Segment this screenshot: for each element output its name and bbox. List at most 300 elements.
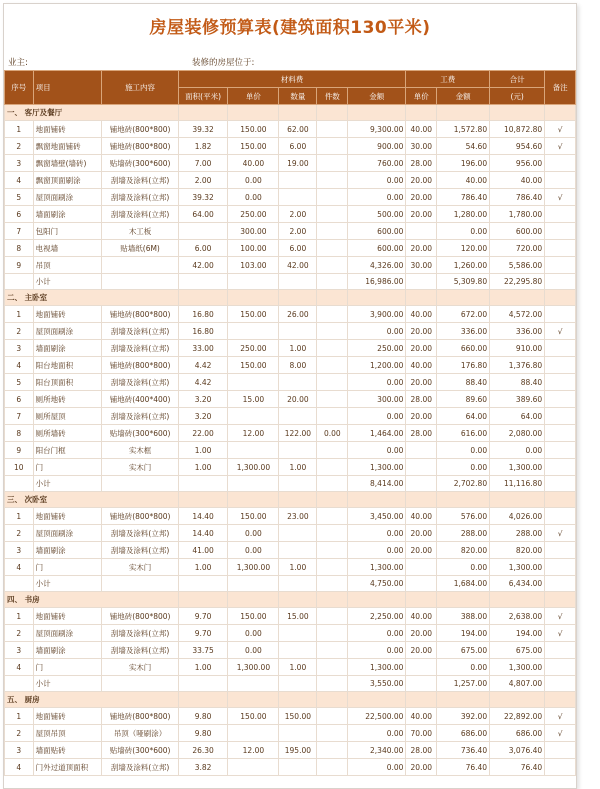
cell-note: √ xyxy=(545,323,576,340)
cell-lunit: 20.00 xyxy=(406,374,437,391)
cell-pcs xyxy=(317,206,348,223)
cell-note xyxy=(545,340,576,357)
cell-seq: 3 xyxy=(5,542,34,559)
cell-lamount: 736.40 xyxy=(437,742,490,759)
cell-amount: 0.00 xyxy=(348,642,406,659)
cell-lunit: 20.00 xyxy=(406,642,437,659)
subtotal-labor-amount: 1,257.00 xyxy=(437,676,490,692)
header-item: 项目 xyxy=(33,71,102,105)
cell-qty: 2.00 xyxy=(279,206,317,223)
table-row xyxy=(5,642,576,659)
table-row xyxy=(5,725,576,742)
section-cell xyxy=(228,290,279,306)
cell-unit: 12.00 xyxy=(228,425,279,442)
cell-lunit: 28.00 xyxy=(406,425,437,442)
cell-qty xyxy=(279,725,317,742)
cell-total: 64.00 xyxy=(490,408,545,425)
table-row xyxy=(5,223,576,240)
section-cell xyxy=(228,492,279,508)
cell-pcs xyxy=(317,391,348,408)
cell-amount: 0.00 xyxy=(348,542,406,559)
cell-qty: 150.00 xyxy=(279,708,317,725)
cell-work: 铺地砖(800*800) xyxy=(102,138,178,155)
subtotal-cell xyxy=(228,576,279,592)
table-row xyxy=(5,442,576,459)
cell-item: 厕所屋顶 xyxy=(33,408,102,425)
header-seq: 序号 xyxy=(5,71,34,105)
subtotal-row xyxy=(5,576,576,592)
section-cell xyxy=(437,692,490,708)
cell-seq: 4 xyxy=(5,559,34,576)
cell-area: 9.80 xyxy=(178,725,228,742)
cell-pcs xyxy=(317,442,348,459)
header-yuan: (元) xyxy=(490,88,545,105)
cell-total: 956.00 xyxy=(490,155,545,172)
table-row xyxy=(5,425,576,442)
header-total: 合计 xyxy=(490,71,545,88)
cell-unit: 0.00 xyxy=(228,525,279,542)
cell-note xyxy=(545,742,576,759)
subtotal-cell xyxy=(5,476,34,492)
section-row xyxy=(5,592,576,608)
cell-qty: 1.00 xyxy=(279,340,317,357)
cell-area: 16.80 xyxy=(178,306,228,323)
cell-total: 4,026.00 xyxy=(490,508,545,525)
cell-note: √ xyxy=(545,138,576,155)
subtotal-cell xyxy=(102,676,178,692)
subtotal-cell xyxy=(279,274,317,290)
cell-unit: 1,300.00 xyxy=(228,559,279,576)
cell-note: √ xyxy=(545,608,576,625)
subtotal-label: 小计 xyxy=(33,676,102,692)
cell-amount: 1,300.00 xyxy=(348,559,406,576)
subtotal-cell xyxy=(406,274,437,290)
cell-area: 3.82 xyxy=(178,759,228,776)
cell-item: 厕所墙砖 xyxy=(33,425,102,442)
subtotal-amount: 8,414.00 xyxy=(348,476,406,492)
cell-seq: 1 xyxy=(5,708,34,725)
section-cell xyxy=(490,592,545,608)
cell-item: 门 xyxy=(33,559,102,576)
cell-unit: 0.00 xyxy=(228,542,279,559)
cell-pcs xyxy=(317,189,348,206)
cell-qty: 23.00 xyxy=(279,508,317,525)
subtotal-cell xyxy=(178,676,228,692)
section-cell xyxy=(490,105,545,121)
cell-seq: 2 xyxy=(5,138,34,155)
subtotal-cell xyxy=(317,576,348,592)
section-cell xyxy=(178,592,228,608)
address-label: 装修的房屋位于: xyxy=(192,58,255,68)
cell-area: 6.00 xyxy=(178,240,228,257)
section-title: 二、 主卧室 xyxy=(5,290,179,306)
cell-seq: 2 xyxy=(5,525,34,542)
cell-unit: 103.00 xyxy=(228,257,279,274)
cell-unit: 0.00 xyxy=(228,189,279,206)
cell-lunit xyxy=(406,559,437,576)
cell-seq: 2 xyxy=(5,625,34,642)
cell-lunit: 28.00 xyxy=(406,391,437,408)
cell-lunit: 20.00 xyxy=(406,542,437,559)
cell-pcs xyxy=(317,340,348,357)
cell-amount: 0.00 xyxy=(348,408,406,425)
subtotal-cell xyxy=(228,476,279,492)
cell-pcs xyxy=(317,508,348,525)
table-row xyxy=(5,189,576,206)
cell-qty xyxy=(279,759,317,776)
cell-total: 600.00 xyxy=(490,223,545,240)
cell-work: 铺地砖(800*800) xyxy=(102,121,178,138)
section-cell xyxy=(279,692,317,708)
subtotal-label: 小计 xyxy=(33,576,102,592)
subtotal-amount: 16,986.00 xyxy=(348,274,406,290)
cell-total: 40.00 xyxy=(490,172,545,189)
sheet-title: 房屋装修预算表(建筑面积130平米) xyxy=(149,18,431,38)
cell-work: 吊顶（哑刷涂） xyxy=(102,725,178,742)
cell-seq: 1 xyxy=(5,306,34,323)
cell-lamount: 0.00 xyxy=(437,223,490,240)
cell-note xyxy=(545,459,576,476)
cell-work: 刮墙及涂料(立邦) xyxy=(102,206,178,223)
cell-qty xyxy=(279,525,317,542)
cell-qty: 195.00 xyxy=(279,742,317,759)
cell-pcs xyxy=(317,257,348,274)
cell-item: 屋顶吊顶 xyxy=(33,725,102,742)
cell-work: 实木门 xyxy=(102,659,178,676)
cell-area: 9.80 xyxy=(178,708,228,725)
cell-area: 16.80 xyxy=(178,323,228,340)
cell-unit: 15.00 xyxy=(228,391,279,408)
section-cell xyxy=(348,105,406,121)
cell-total: 288.00 xyxy=(490,525,545,542)
cell-lamount: 64.00 xyxy=(437,408,490,425)
cell-unit: 150.00 xyxy=(228,508,279,525)
cell-lamount: 40.00 xyxy=(437,172,490,189)
subtotal-cell xyxy=(279,576,317,592)
cell-area: 9.70 xyxy=(178,608,228,625)
subtotal-cell xyxy=(178,476,228,492)
table-row xyxy=(5,625,576,642)
cell-lunit: 20.00 xyxy=(406,340,437,357)
cell-unit: 1,300.00 xyxy=(228,659,279,676)
table-row xyxy=(5,759,576,776)
cell-lamount: 54.60 xyxy=(437,138,490,155)
cell-seq: 9 xyxy=(5,442,34,459)
section-title: 三、 次卧室 xyxy=(5,492,179,508)
cell-pcs xyxy=(317,121,348,138)
section-row xyxy=(5,290,576,306)
cell-unit: 300.00 xyxy=(228,223,279,240)
cell-note xyxy=(545,155,576,172)
cell-work: 贴墙砖(300*600) xyxy=(102,155,178,172)
subtotal-label: 小计 xyxy=(33,274,102,290)
section-cell xyxy=(317,290,348,306)
section-row xyxy=(5,105,576,121)
cell-lunit: 20.00 xyxy=(406,525,437,542)
cell-area: 22.00 xyxy=(178,425,228,442)
cell-area: 1.00 xyxy=(178,442,228,459)
cell-note: √ xyxy=(545,525,576,542)
cell-seq: 5 xyxy=(5,189,34,206)
cell-lamount: 1,260.00 xyxy=(437,257,490,274)
section-cell xyxy=(406,692,437,708)
section-cell xyxy=(348,592,406,608)
cell-total: 0.00 xyxy=(490,442,545,459)
subtotal-cell xyxy=(545,576,576,592)
cell-unit: 0.00 xyxy=(228,625,279,642)
cell-work: 刮墙及涂料(立邦) xyxy=(102,340,178,357)
cell-pcs xyxy=(317,155,348,172)
cell-pcs xyxy=(317,459,348,476)
cell-qty xyxy=(279,189,317,206)
cell-total: 2,638.00 xyxy=(490,608,545,625)
subtotal-label: 小计 xyxy=(33,476,102,492)
cell-amount: 9,300.00 xyxy=(348,121,406,138)
cell-area: 14.40 xyxy=(178,508,228,525)
cell-total: 10,872.80 xyxy=(490,121,545,138)
cell-seq: 1 xyxy=(5,608,34,625)
cell-lunit: 30.00 xyxy=(406,138,437,155)
subtotal-cell xyxy=(102,476,178,492)
cell-work: 木工板 xyxy=(102,223,178,240)
cell-area: 1.00 xyxy=(178,659,228,676)
cell-qty xyxy=(279,442,317,459)
cell-note xyxy=(545,306,576,323)
cell-note xyxy=(545,408,576,425)
cell-lunit: 20.00 xyxy=(406,189,437,206)
cell-seq: 4 xyxy=(5,357,34,374)
header-work: 施工内容 xyxy=(102,71,178,105)
subtotal-cell xyxy=(228,676,279,692)
section-cell xyxy=(228,592,279,608)
cell-amount: 0.00 xyxy=(348,374,406,391)
cell-pcs xyxy=(317,374,348,391)
cell-note xyxy=(545,240,576,257)
header-amount: 金额 xyxy=(348,88,406,105)
cell-area: 1.82 xyxy=(178,138,228,155)
cell-area: 3.20 xyxy=(178,408,228,425)
cell-total: 194.00 xyxy=(490,625,545,642)
cell-seq: 2 xyxy=(5,323,34,340)
cell-unit: 0.00 xyxy=(228,172,279,189)
cell-unit: 150.00 xyxy=(228,138,279,155)
cell-pcs xyxy=(317,306,348,323)
section-cell xyxy=(178,290,228,306)
cell-qty xyxy=(279,323,317,340)
cell-total: 76.40 xyxy=(490,759,545,776)
table-row xyxy=(5,374,576,391)
table-row xyxy=(5,542,576,559)
cell-note xyxy=(545,425,576,442)
cell-pcs xyxy=(317,742,348,759)
cell-amount: 3,900.00 xyxy=(348,306,406,323)
owner-label: 业主: xyxy=(8,58,28,68)
cell-work: 贴墙砖(300*600) xyxy=(102,425,178,442)
cell-amount: 600.00 xyxy=(348,223,406,240)
cell-qty: 1.00 xyxy=(279,459,317,476)
cell-amount: 1,300.00 xyxy=(348,459,406,476)
cell-amount: 0.00 xyxy=(348,172,406,189)
cell-amount: 3,450.00 xyxy=(348,508,406,525)
cell-total: 3,076.40 xyxy=(490,742,545,759)
cell-unit xyxy=(228,725,279,742)
table-row xyxy=(5,172,576,189)
table-row xyxy=(5,323,576,340)
cell-qty: 1.00 xyxy=(279,659,317,676)
cell-area: 33.00 xyxy=(178,340,228,357)
cell-total: 5,586.00 xyxy=(490,257,545,274)
cell-area: 3.20 xyxy=(178,391,228,408)
cell-item: 阳台地面积 xyxy=(33,357,102,374)
cell-work: 刮墙及涂料(立邦) xyxy=(102,374,178,391)
cell-lunit: 40.00 xyxy=(406,306,437,323)
cell-lunit: 28.00 xyxy=(406,155,437,172)
section-cell xyxy=(317,492,348,508)
cell-lunit: 40.00 xyxy=(406,121,437,138)
cell-seq: 9 xyxy=(5,257,34,274)
cell-pcs xyxy=(317,659,348,676)
section-cell xyxy=(545,692,576,708)
cell-item: 阳台顶面积 xyxy=(33,374,102,391)
section-cell xyxy=(178,692,228,708)
cell-item: 墙面刷涂 xyxy=(33,340,102,357)
cell-qty: 8.00 xyxy=(279,357,317,374)
cell-unit: 150.00 xyxy=(228,708,279,725)
cell-area: 26.30 xyxy=(178,742,228,759)
cell-seq: 2 xyxy=(5,725,34,742)
cell-lunit: 40.00 xyxy=(406,708,437,725)
cell-seq: 4 xyxy=(5,759,34,776)
subtotal-cell xyxy=(545,476,576,492)
cell-total: 1,780.00 xyxy=(490,206,545,223)
cell-qty: 6.00 xyxy=(279,138,317,155)
cell-work: 实木框 xyxy=(102,442,178,459)
cell-pcs xyxy=(317,542,348,559)
section-cell xyxy=(437,105,490,121)
table-row xyxy=(5,459,576,476)
section-cell xyxy=(545,592,576,608)
cell-total: 910.00 xyxy=(490,340,545,357)
cell-item: 墙面刷涂 xyxy=(33,206,102,223)
cell-amount: 2,340.00 xyxy=(348,742,406,759)
cell-total: 88.40 xyxy=(490,374,545,391)
section-cell xyxy=(279,105,317,121)
cell-qty: 15.00 xyxy=(279,608,317,625)
table-row xyxy=(5,742,576,759)
cell-amount: 0.00 xyxy=(348,525,406,542)
subtotal-total: 22,295.80 xyxy=(490,274,545,290)
section-cell xyxy=(317,105,348,121)
cell-lamount: 194.00 xyxy=(437,625,490,642)
cell-pcs xyxy=(317,708,348,725)
cell-pcs xyxy=(317,725,348,742)
cell-pcs: 0.00 xyxy=(317,425,348,442)
subtotal-cell xyxy=(545,676,576,692)
section-cell xyxy=(228,105,279,121)
section-cell xyxy=(545,105,576,121)
cell-amount: 0.00 xyxy=(348,323,406,340)
subtotal-amount: 3,550.00 xyxy=(348,676,406,692)
header-row-1 xyxy=(5,71,576,88)
cell-amount: 0.00 xyxy=(348,625,406,642)
cell-lamount: 196.00 xyxy=(437,155,490,172)
cell-pcs xyxy=(317,642,348,659)
cell-note xyxy=(545,442,576,459)
cell-lamount: 0.00 xyxy=(437,442,490,459)
table-row xyxy=(5,306,576,323)
header-labor-unit: 单价 xyxy=(406,88,437,105)
cell-note xyxy=(545,759,576,776)
cell-area: 41.00 xyxy=(178,542,228,559)
cell-pcs xyxy=(317,759,348,776)
cell-item: 包阳门 xyxy=(33,223,102,240)
section-cell xyxy=(406,592,437,608)
cell-pcs xyxy=(317,608,348,625)
cell-note xyxy=(545,559,576,576)
cell-unit: 0.00 xyxy=(228,642,279,659)
cell-total: 4,572.00 xyxy=(490,306,545,323)
section-cell xyxy=(228,692,279,708)
subtotal-cell xyxy=(102,274,178,290)
section-cell xyxy=(317,692,348,708)
section-cell xyxy=(545,290,576,306)
cell-seq: 3 xyxy=(5,742,34,759)
cell-qty: 122.00 xyxy=(279,425,317,442)
section-cell xyxy=(406,105,437,121)
cell-qty: 2.00 xyxy=(279,223,317,240)
table-row xyxy=(5,257,576,274)
cell-lamount: 288.00 xyxy=(437,525,490,542)
cell-item: 地面铺砖 xyxy=(33,608,102,625)
cell-unit: 150.00 xyxy=(228,121,279,138)
section-cell xyxy=(406,290,437,306)
cell-lunit: 30.00 xyxy=(406,257,437,274)
cell-work: 刮墙及涂料(立邦) xyxy=(102,625,178,642)
table-row xyxy=(5,357,576,374)
cell-lunit: 20.00 xyxy=(406,759,437,776)
cell-work: 刮墙及涂料(立邦) xyxy=(102,759,178,776)
cell-area: 4.42 xyxy=(178,357,228,374)
cell-pcs xyxy=(317,323,348,340)
cell-total: 2,080.00 xyxy=(490,425,545,442)
subtotal-cell xyxy=(317,676,348,692)
table-row xyxy=(5,659,576,676)
cell-unit: 150.00 xyxy=(228,306,279,323)
cell-note xyxy=(545,542,576,559)
cell-lamount: 120.00 xyxy=(437,240,490,257)
section-cell xyxy=(437,290,490,306)
section-cell xyxy=(490,492,545,508)
cell-work: 贴墙砖(300*600) xyxy=(102,742,178,759)
cell-lunit: 40.00 xyxy=(406,357,437,374)
subtotal-row xyxy=(5,274,576,290)
cell-area: 1.00 xyxy=(178,559,228,576)
cell-lamount: 0.00 xyxy=(437,559,490,576)
cell-item: 门 xyxy=(33,459,102,476)
cell-work: 刮墙及涂料(立邦) xyxy=(102,323,178,340)
cell-lamount: 0.00 xyxy=(437,659,490,676)
section-cell xyxy=(348,692,406,708)
cell-unit xyxy=(228,374,279,391)
cell-work: 刮墙及涂料(立邦) xyxy=(102,542,178,559)
cell-lunit xyxy=(406,659,437,676)
cell-area xyxy=(178,223,228,240)
table-row xyxy=(5,391,576,408)
cell-lamount: 336.00 xyxy=(437,323,490,340)
cell-lamount: 660.00 xyxy=(437,340,490,357)
cell-area: 64.00 xyxy=(178,206,228,223)
cell-lamount: 0.00 xyxy=(437,459,490,476)
